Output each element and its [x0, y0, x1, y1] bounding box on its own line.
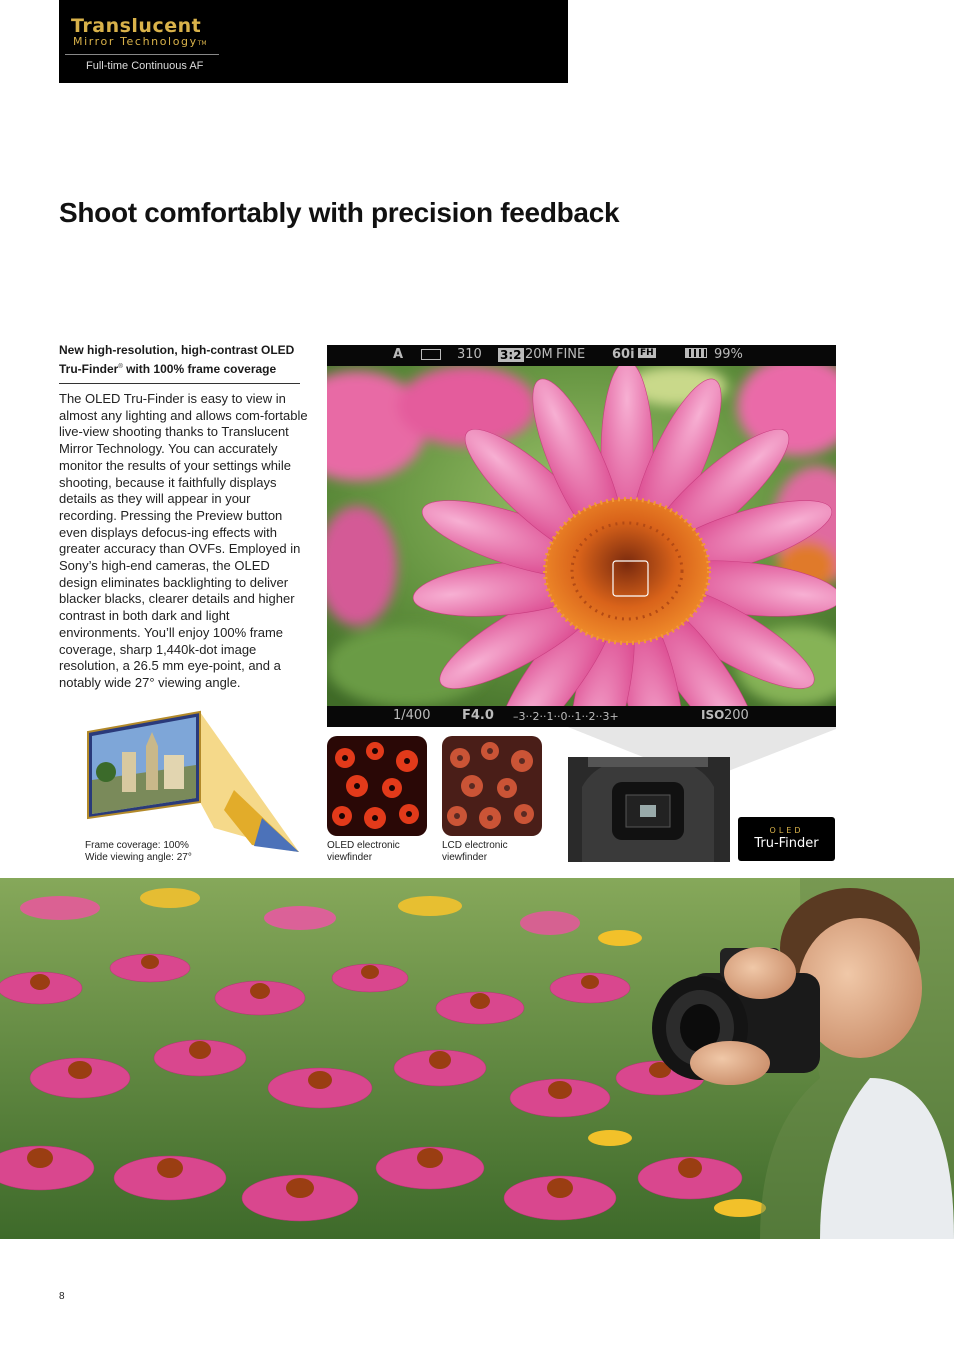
viewfinder-bottom-bar — [327, 706, 836, 727]
shooting-mode: A — [393, 347, 404, 362]
frame-coverage-diagram — [84, 710, 302, 856]
page-number: 8 — [59, 1291, 65, 1302]
battery-level: 99% — [714, 347, 743, 362]
frame-coverage-caption: Frame coverage: 100% Wide viewing angle: 27° — [85, 840, 192, 863]
flower-image — [327, 366, 836, 706]
lcd-caption: LCD electronic viewfinder — [442, 840, 508, 863]
memory-card-icon — [421, 349, 441, 360]
iso-value: 200 — [724, 708, 749, 723]
section-subheading: New high-resolution, high-contrast OLED Tru-Finder® with 100% frame coverage — [59, 343, 295, 376]
battery-icon — [685, 345, 707, 360]
viewfinder-top-bar — [327, 345, 836, 366]
translucent-logo — [71, 16, 207, 50]
exposure-scale: –3··2··1··0··1··2··3+ — [513, 710, 619, 723]
badge-divider — [65, 54, 219, 55]
logo-sub-text: Mirror TechnologyTM — [73, 35, 207, 48]
coneflower-photo — [327, 366, 836, 706]
aperture-value: F4.0 — [462, 708, 494, 723]
oled-trufinder-logo: OLED Tru-Finder — [738, 817, 835, 861]
page-title: Shoot comfortably with precision feedback — [59, 197, 620, 228]
body-paragraph: The OLED Tru-Finder is easy to view in almost any lighting and allows com-fortable live-view shooting thanks to Translucent Mirror Technology. You can accurately monitor the results of your settings while shooting, because it faithfully displays details as they will appear in your recording. Pressing the Preview button even displays defocus-ing effects with greater accuracy than OVFs. Employed in Sony’s high-end cameras, the OLED design eliminates backlighting to deliver blacker blacks, clearer details and higher contrast in both dark and light environments. You’ll enjoy 100% frame coverage, sharp 1,440k-dot image resolution, a 26.5 mm eye-point, and a notably wide 27° viewing angle. — [59, 391, 308, 690]
aspect-ratio: 3:2 — [500, 348, 522, 362]
oled-caption: OLED electronic viewfinder — [327, 840, 400, 863]
image-quality: FINE — [556, 347, 586, 362]
subheading-divider — [59, 383, 300, 384]
frame-rate: 60i — [612, 347, 635, 362]
iso-label: ISO — [701, 708, 725, 722]
trademark: TM — [197, 40, 207, 47]
badge-tagline: Full-time Continuous AF — [86, 60, 204, 72]
viewfinder-display — [327, 345, 836, 727]
logo-main-text: Translucent — [71, 15, 202, 37]
movie-format: FH — [640, 348, 654, 358]
shots-remaining: 310 — [457, 347, 482, 362]
brand-badge — [59, 0, 568, 83]
image-size: 20M — [525, 347, 553, 362]
lcd-sample-thumbnail — [442, 736, 542, 836]
shutter-speed: 1/400 — [393, 708, 431, 723]
oled-sample-thumbnail — [327, 736, 427, 836]
photographer-hero-image — [0, 878, 954, 1239]
